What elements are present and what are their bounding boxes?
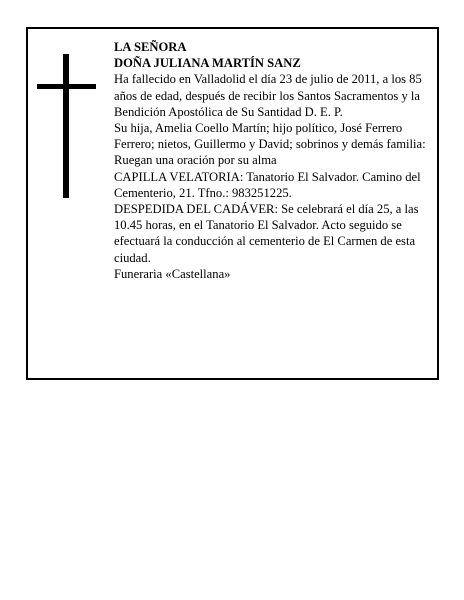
cross-icon-horizontal-bar <box>37 84 96 89</box>
cross-icon-vertical-bar <box>63 54 69 198</box>
farewell-info: DESPEDIDA DEL CADÁVER: Se celebrará el día 25, a las 10.45 horas, en el Tanatorio El Salvador. Acto seguido se efectuará la conducción al cementerio de El Carmen de esta ciudad. <box>114 202 419 265</box>
family-list: Su hija, Amelia Coello Martín; hijo político, José Ferrero Ferrero; nietos, Guillermo y David; sobrinos y demás familia: <box>114 121 426 152</box>
notice-heading: LA SEÑORA <box>114 40 187 54</box>
deceased-name: DOÑA JULIANA MARTÍN SANZ <box>114 56 301 71</box>
death-announcement: Ha fallecido en Valladolid el día 23 de julio de 2011, a los 85 años de edad, después de recibir los Santos Sacramentos y la Bendición Apostólica de Su Santidad D. E. P. <box>114 72 422 119</box>
obituary-text <box>114 39 432 282</box>
prayer-request: Ruegan una oración por su alma <box>114 153 277 168</box>
funeral-home: Funeraria «Castellana» <box>114 266 231 281</box>
chapel-info: CAPILLA VELATORIA: Tanatorio El Salvador. Camino del Cementerio, 21. Tfno.: 983251225. <box>114 169 421 200</box>
